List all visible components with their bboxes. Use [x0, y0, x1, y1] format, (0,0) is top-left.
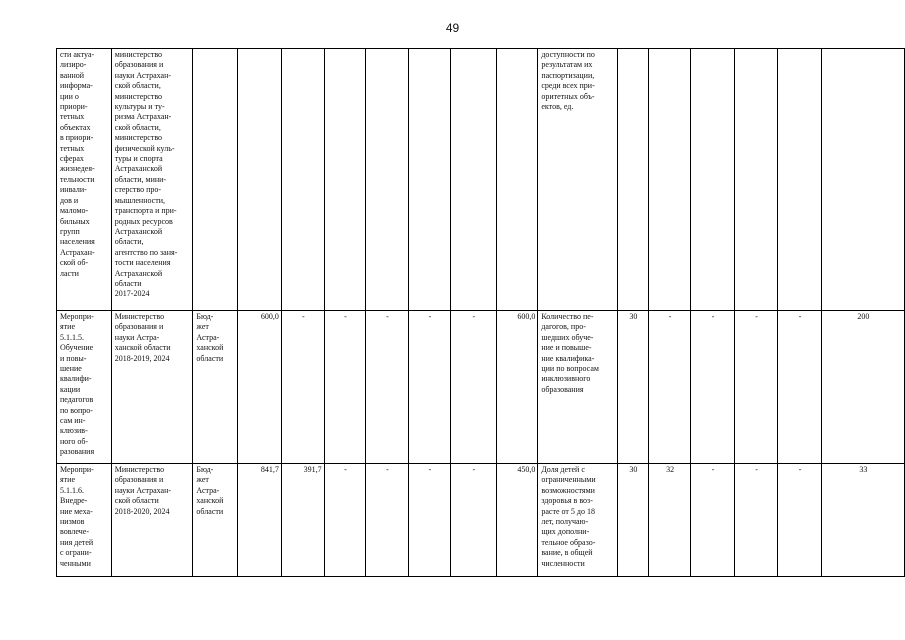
executor-cell: министерство образования и науки Астрахан- ской области, министерство культуры и ту- ризма Астрахан- ской области, министерство физической куль- туры и спорта Астраханской области, мини- стерство про- мышленности, транспорта и при- родных ресурсов Астраханской области, агентство по заня- тости населения Астраханской области 2017-2024: [111, 49, 193, 311]
activity-cell: Меропри- ятие 5.1.1.6. Внедре- ние меха- низмов вовлече- ния детей с ограни- ченными: [57, 464, 112, 577]
year-cell: -: [366, 311, 409, 464]
value-cell: -: [734, 311, 777, 464]
year-cell: -: [408, 464, 451, 577]
year-cell: [324, 49, 366, 311]
total-cell: [238, 49, 282, 311]
executor-cell: Министерство образования и науки Астра- ханской области 2018-2019, 2024: [111, 311, 193, 464]
year-cell: 600,0: [496, 311, 538, 464]
year-cell: -: [451, 311, 496, 464]
table-row: [57, 464, 905, 577]
total-cell: 600,0: [238, 311, 282, 464]
year-cell: [451, 49, 496, 311]
year-cell: -: [281, 311, 324, 464]
executor-cell: Министерство образования и науки Астрахан- ской области 2018-2020, 2024: [111, 464, 193, 577]
year-cell: -: [451, 464, 496, 577]
page-number: 49: [445, 21, 460, 35]
indicator-cell: Доля детей с ограниченными возможностями здоровья в воз- расте от 5 до 18 лет, получаю- щих дополни- тельное образо- вание, в общей численности: [538, 464, 618, 577]
table-row: [57, 49, 905, 311]
value-cell: [778, 49, 821, 311]
value-cell: 30: [618, 311, 649, 464]
year-cell: [408, 49, 451, 311]
value-cell: [691, 49, 734, 311]
year-cell: 391,7: [281, 464, 324, 577]
program-activities-table: [56, 48, 905, 577]
value-cell: 200: [821, 311, 904, 464]
value-cell: -: [778, 464, 821, 577]
value-cell: 30: [618, 464, 649, 577]
year-cell: -: [408, 311, 451, 464]
value-cell: [734, 49, 777, 311]
table-row: [57, 311, 905, 464]
year-cell: [496, 49, 538, 311]
year-cell: -: [324, 311, 366, 464]
value-cell: -: [734, 464, 777, 577]
year-cell: [281, 49, 324, 311]
value-cell: 33: [821, 464, 904, 577]
value-cell: [648, 49, 691, 311]
indicator-cell: Количество пе- дагогов, про- шедших обуче- ние и повыше- ние квалифика- ции по вопросам инклюзивного образования: [538, 311, 618, 464]
total-cell: 841,7: [238, 464, 282, 577]
year-cell: -: [324, 464, 366, 577]
source-cell: Бюд- жет Астра- ханской области: [193, 464, 238, 577]
activity-cell: Меропри- ятие 5.1.1.5. Обучение и повы- шение квалифи- кации педагогов по вопро- сам ин- клюзив- ного об- разования: [57, 311, 112, 464]
value-cell: -: [778, 311, 821, 464]
value-cell: [821, 49, 904, 311]
value-cell: 32: [648, 464, 691, 577]
value-cell: -: [691, 311, 734, 464]
value-cell: -: [691, 464, 734, 577]
indicator-cell: доступности по результатам их паспортизации, среди всех при- оритетных объ- ектов, ед.: [538, 49, 618, 311]
year-cell: [366, 49, 409, 311]
value-cell: [618, 49, 649, 311]
value-cell: -: [648, 311, 691, 464]
activity-cell: сти актуа- лизиро- ванной информа- ции о приори- тетных объектах в приори- тетных сферах жизнедея- тельности инвали- дов и маломо- бильных групп населения Астрахан- ской об- ласти: [57, 49, 112, 311]
year-cell: -: [366, 464, 409, 577]
year-cell: 450,0: [496, 464, 538, 577]
source-cell: [193, 49, 238, 311]
source-cell: Бюд- жет Астра- ханской области: [193, 311, 238, 464]
